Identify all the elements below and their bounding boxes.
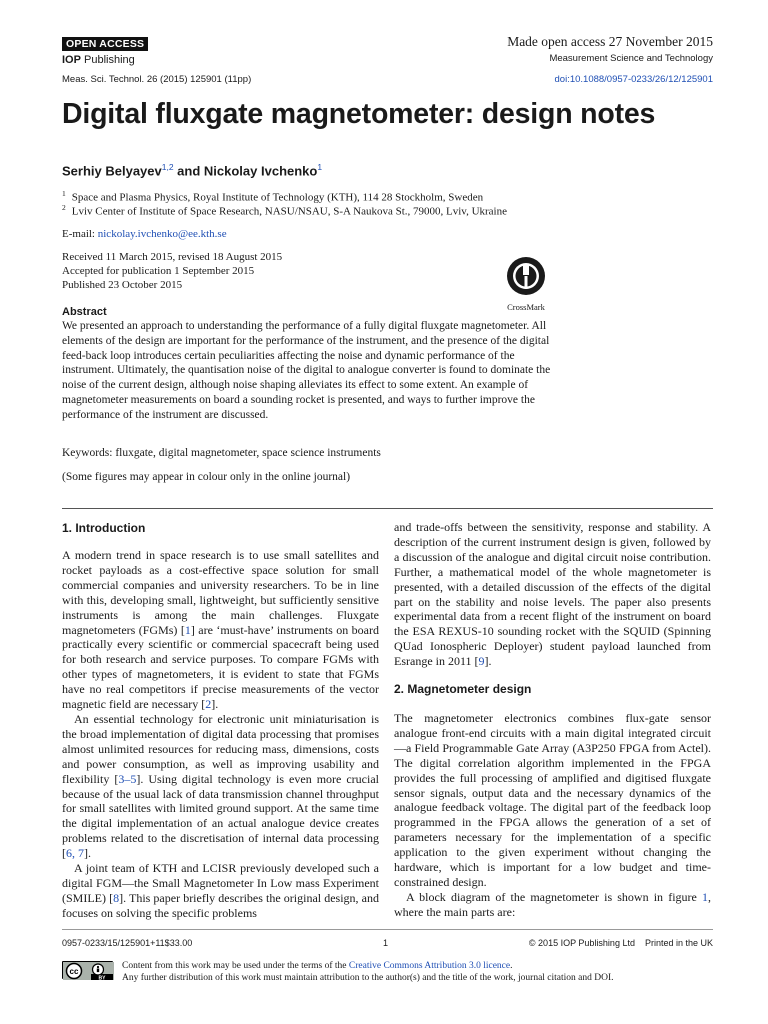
right-column-top — [394, 520, 711, 669]
text-run: ]. This paper briefly describes the original design, and focuses on solving the specific problems — [62, 890, 379, 920]
text-run: ]. — [84, 846, 91, 861]
colour-note: (Some figures may appear in colour only in the online journal) — [62, 471, 351, 483]
paragraph — [394, 520, 711, 669]
license-line-1 — [122, 960, 614, 972]
footer-code: 0957-0233/15/125901+11$33.00 — [62, 938, 193, 948]
email-label: E-mail: — [62, 228, 98, 240]
paragraph — [62, 712, 379, 861]
open-access-date: Made open access 27 November 2015 — [507, 34, 713, 49]
affiliation-number: 2 — [62, 203, 66, 212]
email-link[interactable]: nickolay.ivchenko@ee.kth.se — [97, 228, 227, 240]
text-run: . — [510, 961, 513, 971]
text-run: , where the main parts are: — [394, 889, 711, 919]
license-line-2: Any further distribution of this work must maintain attribution to the author(s) and the title of the work, journal citation and DOI. — [122, 973, 614, 983]
reference-link[interactable]: 1 — [184, 622, 191, 637]
doi-link[interactable]: doi:10.1088/0957-0233/26/12/125901 — [554, 74, 713, 85]
paragraph — [394, 890, 711, 920]
text-run: ]. — [484, 654, 492, 669]
page-number: 1 — [383, 938, 389, 948]
affiliation-text: Space and Plasma Physics, Royal Institute of Technology (KTH), 114 28 Stockholm, Sweden — [71, 191, 484, 204]
abstract-heading: Abstract — [62, 306, 107, 318]
text-run: An essential technology for electronic unit miniaturisation is the broad implementation of digital data processing that promises almost unlimited resources for reducing mass, dimensions, costs and power consumption, as well as improving usability and flexibility [ — [62, 711, 379, 786]
crossmark-label: CrossMark — [507, 302, 545, 312]
author-joiner: and — [173, 163, 204, 179]
reference-link[interactable]: 9 — [478, 654, 485, 669]
section-1-heading: 1. Introduction — [62, 521, 146, 535]
received-date: Received 11 March 2015, revised 18 August 2015 — [62, 251, 283, 263]
author-1-affiliation[interactable]: 1,2 — [161, 162, 174, 172]
text-run: A block diagram of the magnetometer is shown in figure — [406, 889, 702, 904]
footer-divider — [62, 929, 713, 930]
paragraph — [62, 548, 379, 712]
email-line — [62, 227, 227, 241]
cc-label: cc — [69, 967, 79, 976]
text-run: A joint team of KTH and LCISR previously developed such a digital FGM—the Small Magnetometer In Low mass Experiment (SMILE) [ — [62, 861, 379, 905]
author-2-affiliation[interactable]: 1 — [317, 162, 323, 172]
section-2-heading: 2. Magnetometer design — [394, 682, 532, 696]
author-2: Nickolay Ivchenko — [203, 163, 318, 179]
authors — [62, 158, 322, 180]
paragraph — [62, 861, 379, 921]
divider — [62, 508, 713, 509]
crossmark-icon — [506, 256, 546, 296]
crossmark-button[interactable] — [500, 256, 552, 312]
license-link[interactable]: Creative Commons Attribution 3.0 licence — [348, 961, 511, 971]
open-access-badge: OPEN ACCESS — [62, 37, 148, 51]
text-run: ]. — [211, 697, 219, 712]
citation: Meas. Sci. Technol. 26 (2015) 125901 (11pp) — [62, 74, 252, 85]
publisher-logo-rest: Publishing — [80, 54, 135, 66]
text-run: A modern trend in space research is to use small satellites and rocket payloads as a cost-effective space solution for small commercial companies and university researchers. To be in line with this, developing small, lightweight, but sufficiently sensitive instruments is among the main challenges. Fluxgate magnetometers (FGMs) [ — [62, 548, 379, 637]
published-date: Published 23 October 2015 — [62, 279, 183, 291]
reference-link[interactable]: 6, 7 — [66, 846, 84, 861]
affiliation-2 — [62, 201, 507, 219]
cc-by-badge[interactable] — [62, 961, 113, 979]
reference-link[interactable]: 8 — [113, 890, 120, 905]
reference-link[interactable]: 3–5 — [118, 771, 137, 786]
keywords: Keywords: fluxgate, digital magnetometer, space science instruments — [62, 447, 381, 459]
license-note — [122, 960, 614, 984]
publication-dates — [62, 250, 282, 292]
publisher-logo-bold: IOP — [62, 54, 81, 66]
text-run: and trade-offs between the sensitivity, response and stability. A description of the current instrument design is given, followed by a discussion of the analogue and digital circuit noise contribution. Further, a mathematical model of the whole magnetometer is presented, with a detailed discussion of the effects of the digital part on the stability and noise levels. The paper also presents experimental data from a recent flight of the instrument on board the ESA REXUS-10 sounding rocket with the SQUID (Spinning QUad Ionospheric Deployer) student payload launched from Esrange in 2011 [ — [394, 520, 711, 669]
journal-name: Measurement Science and Technology — [549, 53, 713, 64]
cc-by-icon — [63, 962, 114, 980]
affiliation-number: 1 — [62, 189, 66, 198]
text-run: ]. Using digital technology is even more crucial because of the usual lack of data transmission channel throughput for small satellites with limited ground support. At the same time the digital implementation of an actual analogue device creates problems related to the discretisation of internal data processing [ — [62, 771, 380, 861]
footer-copyright: © 2015 IOP Publishing Ltd Printed in the UK — [528, 938, 713, 948]
author-1: Serhiy Belyayev — [62, 163, 162, 179]
figure-link[interactable]: 1 — [702, 889, 708, 904]
abstract-body: We presented an approach to understanding the performance of a fully digital fluxgate magnetometer. All elements of the design are important for the performance of the instrument, and the presence of the digital feed-back loop introduces certain peculiarities affecting the noise and dynamic performance of the instrument. Ultimately, the quantisation noise of the digital to analogue converter is found to dominate the noise of the current design, although noise shaping alleviates its effect to some extent. An example of magnetometer measurements on board a sounding rocket is presented, and ways to further improve the performance of the instrument are discussed. — [62, 320, 551, 421]
text-run: Content from this work may be used under the terms of the — [122, 961, 349, 971]
paper-title: Digital fluxgate magnetometer: design notes — [62, 98, 656, 130]
publisher-logo — [62, 53, 135, 67]
paragraph: The magnetometer electronics combines flux-gate sensor analogue front-end circuits with a main digital integrated circuit—a Field Programmable Gate Array (A3P250 FPGA from Actel). The digital correlation algorithm implemented in the FPGA provides the full processing of amplified and digitised fluxgate sensor signals, output data and the necessary dynamics of the analogue feedback voltage. The digital part of the feedback loop programmed in the FPGA allows the generation of a set of parameters necessary for the implementation of a specific application to the given experiment without changing the hardware, which is important for a low budget and time-constrained design. — [394, 711, 711, 889]
reference-link[interactable]: 2 — [205, 697, 212, 712]
by-label: BY — [98, 975, 106, 980]
right-column-bottom — [394, 711, 711, 920]
left-column — [62, 548, 379, 921]
affiliation-text: Lviv Center of Institute of Space Research, NASU/NSAU, S-A Naukova St., 79000, Lviv, Ukraine — [71, 205, 507, 218]
accepted-date: Accepted for publication 1 September 2015 — [62, 265, 255, 277]
text-run: ] are ‘must-have’ instruments on board practically every scientific or commercial spacecraft being used for both research and service purposes. To compare FGMs with other types of magnetometers, it is evident to state that FGMs have no real competitors if precise measurements of the vector magnetic field are necessary [ — [62, 622, 379, 712]
